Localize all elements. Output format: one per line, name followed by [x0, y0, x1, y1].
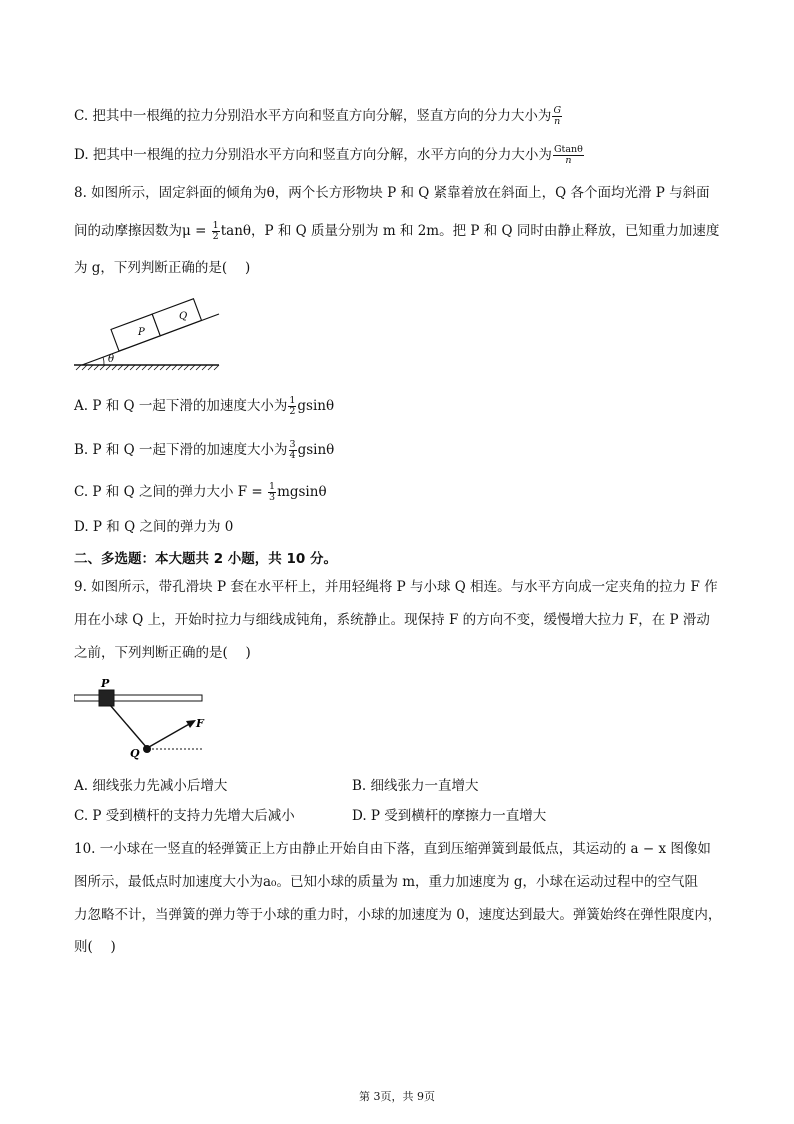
q10-stem-line4: 则( ) [74, 939, 116, 955]
fraction: $\frac{3}{4}$ [289, 439, 296, 461]
q8-option-c: C. P 和 Q 之间的弹力大小 F = $\frac{1}{3}$ mgsinθ [74, 481, 327, 503]
string [110, 705, 147, 748]
q9-stem-line1: 9. 如图所示，带孔滑块 P 套在水平杆上，并用轻绳将 P 与小球 Q 相连。与水平方向成一定夹角的拉力 F 作 [74, 579, 718, 595]
fraction: $\frac{1}{3}$ [269, 481, 276, 503]
fraction: $\frac{1}{2}$ [212, 220, 219, 242]
q10-stem-line1: 10. 一小球在一竖直的轻弹簧正上方由静止开始自由下落，直到压缩弹簧到最低点，其运动的 a − x 图像如 [74, 841, 711, 857]
theta-label: θ [108, 354, 115, 365]
angle-arc [103, 357, 104, 365]
q8-stem-line2: 间的动摩擦因数为μ = $\frac{1}{2}$ tanθ，P 和 Q 质量分别为 m 和 2m。把 P 和 Q 同时由静止释放，已知重力加速度 [74, 220, 720, 242]
fraction: $\frac{Gtan\theta}{n}$ [553, 144, 583, 166]
q8-option-d: D. P 和 Q 之间的弹力为 0 [74, 519, 234, 535]
q9-rod-figure [74, 676, 214, 760]
q8-incline-figure [74, 292, 224, 376]
page-footer: 第 3页，共 9页 [359, 1090, 435, 1103]
q9-option-a: A. 细线张力先减小后增大 [74, 778, 228, 794]
q9-option-c: C. P 受到横杆的支持力先增大后减小 [74, 808, 295, 824]
q9-stem-line2: 用在小球 Q 上，开始时拉力与细线成钝角，系统静止。现保持 F 的方向不变，缓慢增大拉力 F，在 P 滑动 [74, 612, 710, 628]
q8-stem-line3: 为 g，下列判断正确的是( ) [74, 260, 251, 276]
slider-p [99, 690, 114, 706]
q10-stem-line2: 图所示，最低点时加速度大小为a₀。已知小球的质量为 m，重力加速度为 g，小球在运动过程中的空气阻 [74, 874, 698, 890]
horizontal-rod [74, 695, 202, 701]
ball-q-label: Q [130, 747, 140, 760]
block-p-label: P [138, 327, 145, 338]
q10-stem-line3: 力忽略不计，当弹簧的弹力等于小球的重力时，小球的加速度为 0，速度达到最大。弹簧始终在弹性限度内， [74, 907, 722, 923]
block-q-label: Q [179, 311, 188, 322]
force-arrow [149, 723, 191, 747]
section-heading: 二、多选题：本大题共 2 小题，共 10 分。 [74, 551, 337, 567]
q9-stem-line3: 之前，下列判断正确的是( ) [74, 645, 251, 661]
fraction: $\frac{G}{n}$ [553, 105, 562, 127]
q8-option-a: A. P 和 Q 一起下滑的加速度大小为 $\frac{1}{2}$ gsinθ [74, 395, 335, 417]
q9-option-b: B. 细线张力一直增大 [352, 778, 479, 794]
q8-stem-line1: 8. 如图所示，固定斜面的倾角为θ，两个长方形物块 P 和 Q 紧靠着放在斜面上，Q 各个面均光滑 P 与斜面 [74, 185, 710, 201]
slider-p-label: P [101, 677, 110, 690]
force-label: F [196, 717, 204, 730]
fraction: $\frac{1}{2}$ [289, 395, 296, 417]
q7-option-d: D. 把其中一根绳的拉力分别沿水平方向和竖直方向分解，水平方向的分力大小为 $\frac{Gtan\theta}{n}$ [74, 144, 583, 166]
q7-option-c: C. 把其中一根绳的拉力分别沿水平方向和竖直方向分解，竖直方向的分力大小为 $\frac{G}{n}$ [74, 105, 562, 127]
force-arrowhead [186, 720, 196, 728]
q8-option-b: B. P 和 Q 一起下滑的加速度大小为 $\frac{3}{4}$ gsinθ [74, 439, 335, 461]
q9-option-d: D. P 受到横杆的摩擦力一直增大 [352, 808, 547, 824]
